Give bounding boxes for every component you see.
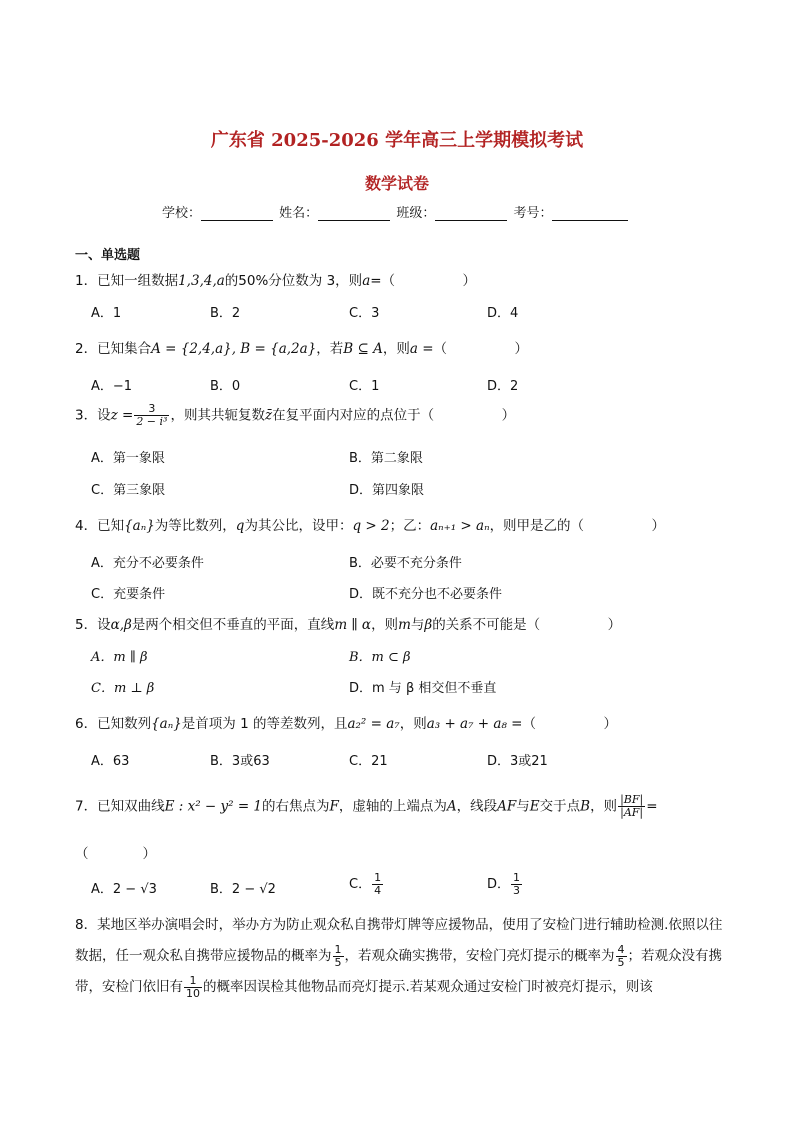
- q2-option-c: C．1: [349, 379, 380, 394]
- q2-option-a: A．−1: [91, 379, 133, 394]
- q4-option-b: B．必要不充分条件: [349, 556, 462, 571]
- student-info-line: [162, 202, 630, 221]
- q7-option-c: C． $\frac{1}{4}$: [349, 871, 382, 897]
- q4-option-d: D．既不充分也不必要条件: [349, 587, 503, 602]
- section-heading: 一、单选题: [75, 248, 141, 263]
- name-label: 姓名：: [279, 206, 319, 221]
- exam-subtitle: 数学试卷: [364, 174, 429, 193]
- question-2: 2．已知集合A = {2,4,a}, B = {a,2a}，若B ⊆ A，则a =（ ）: [75, 341, 529, 357]
- q7-option-d: D． $\frac{1}{3}$: [487, 871, 521, 897]
- question-3: 3．设z = $\frac{3}{\text{2 − i³}}$ ，则其共轭复数z̄在复平面内对应的点位于（ ）: [75, 402, 516, 428]
- question-6: 6．已知数列{aₙ}是首项为 1 的等差数列，且a₂² = a₇，则a₃ + a₇ + a₈ =（ ）: [75, 716, 617, 732]
- q3-option-c: C．第三象限: [91, 483, 166, 498]
- q5-option-b: B．m ⊂ β: [349, 650, 411, 665]
- class-label: 班级：: [396, 206, 436, 221]
- q6-option-c: C．21: [349, 754, 388, 769]
- q1-option-a: A．1: [91, 306, 122, 321]
- q1-option-b: B．2: [210, 306, 241, 321]
- q3-fraction: $\frac{3}{\text{2 − i³}}$: [136, 402, 168, 428]
- school-blank: [201, 207, 273, 221]
- question-5: 5．设α,β是两个相交但不垂直的平面，直线m ∥ α，则m与β的关系不可能是（ ）: [75, 617, 622, 633]
- school-label: 学校：: [162, 206, 202, 221]
- exam-title: 广东省 2025-2026 学年高三上学期模拟考试: [210, 130, 584, 151]
- question-1: 1．已知一组数据1,3,4,a的50%分位数为 3，则a=（ ）: [75, 273, 477, 289]
- number-label: 考号：: [513, 206, 553, 221]
- q6-option-a: A．63: [91, 754, 130, 769]
- q2-option-b: B．0: [210, 379, 241, 394]
- q6-option-b: B．3或63: [210, 754, 270, 769]
- q7-option-b: B．2 − √2: [210, 882, 276, 897]
- q5-option-c: C．m ⊥ β: [91, 681, 155, 696]
- q5-option-d: D．m 与 β 相交但不垂直: [349, 681, 497, 696]
- q6-option-d: D．3或21: [487, 754, 548, 769]
- q7-fraction: $\frac{|BF|}{|AF|}$: [620, 793, 644, 819]
- question-8: 8．某地区举办演唱会时，举办方为防止观众私自携带灯牌等应援物品，使用了安检门进行辅助检测.依照以往数据，任一观众私自携带应援物品的概率为 $\frac{1}{5}$ ，若观众确实携带，安检门亮灯提示的概率为 $\frac{4}{5}$ ；若观众没有携带，安检门依旧有 $\frac{1}{10}$ 的概率因误检其他物品而亮灯提示.若某观众通过安检门时被亮灯提示，则该: [75, 917, 723, 1000]
- number-blank: [552, 207, 628, 221]
- q3-option-d: D．第四象限: [349, 483, 425, 498]
- q2-option-d: D．2: [487, 379, 519, 394]
- q7-option-a: A．2 − √3: [91, 882, 157, 897]
- question-4: 4．已知{aₙ}为等比数列，q为其公比，设甲：q > 2；乙：aₙ₊₁ > aₙ，则甲是乙的（ ）: [75, 518, 666, 534]
- q4-option-a: A．充分不必要条件: [91, 556, 204, 571]
- q7-paren: （ ）: [75, 846, 156, 862]
- q4-option-c: C．充要条件: [91, 587, 166, 602]
- question-7: 7．已知双曲线E : x² − y² = 1的右焦点为F，虚轴的上端点为A，线段AF与E交于点B，则 $\frac{|BF|}{|AF|}$ =: [75, 793, 658, 819]
- class-blank: [435, 207, 507, 221]
- q5-option-a: A．m ∥ β: [91, 650, 148, 665]
- q1-option-c: C．3: [349, 306, 380, 321]
- q3-option-b: B．第二象限: [349, 451, 423, 466]
- name-blank: [318, 207, 390, 221]
- q1-option-d: D．4: [487, 306, 519, 321]
- q3-option-a: A．第一象限: [91, 451, 165, 466]
